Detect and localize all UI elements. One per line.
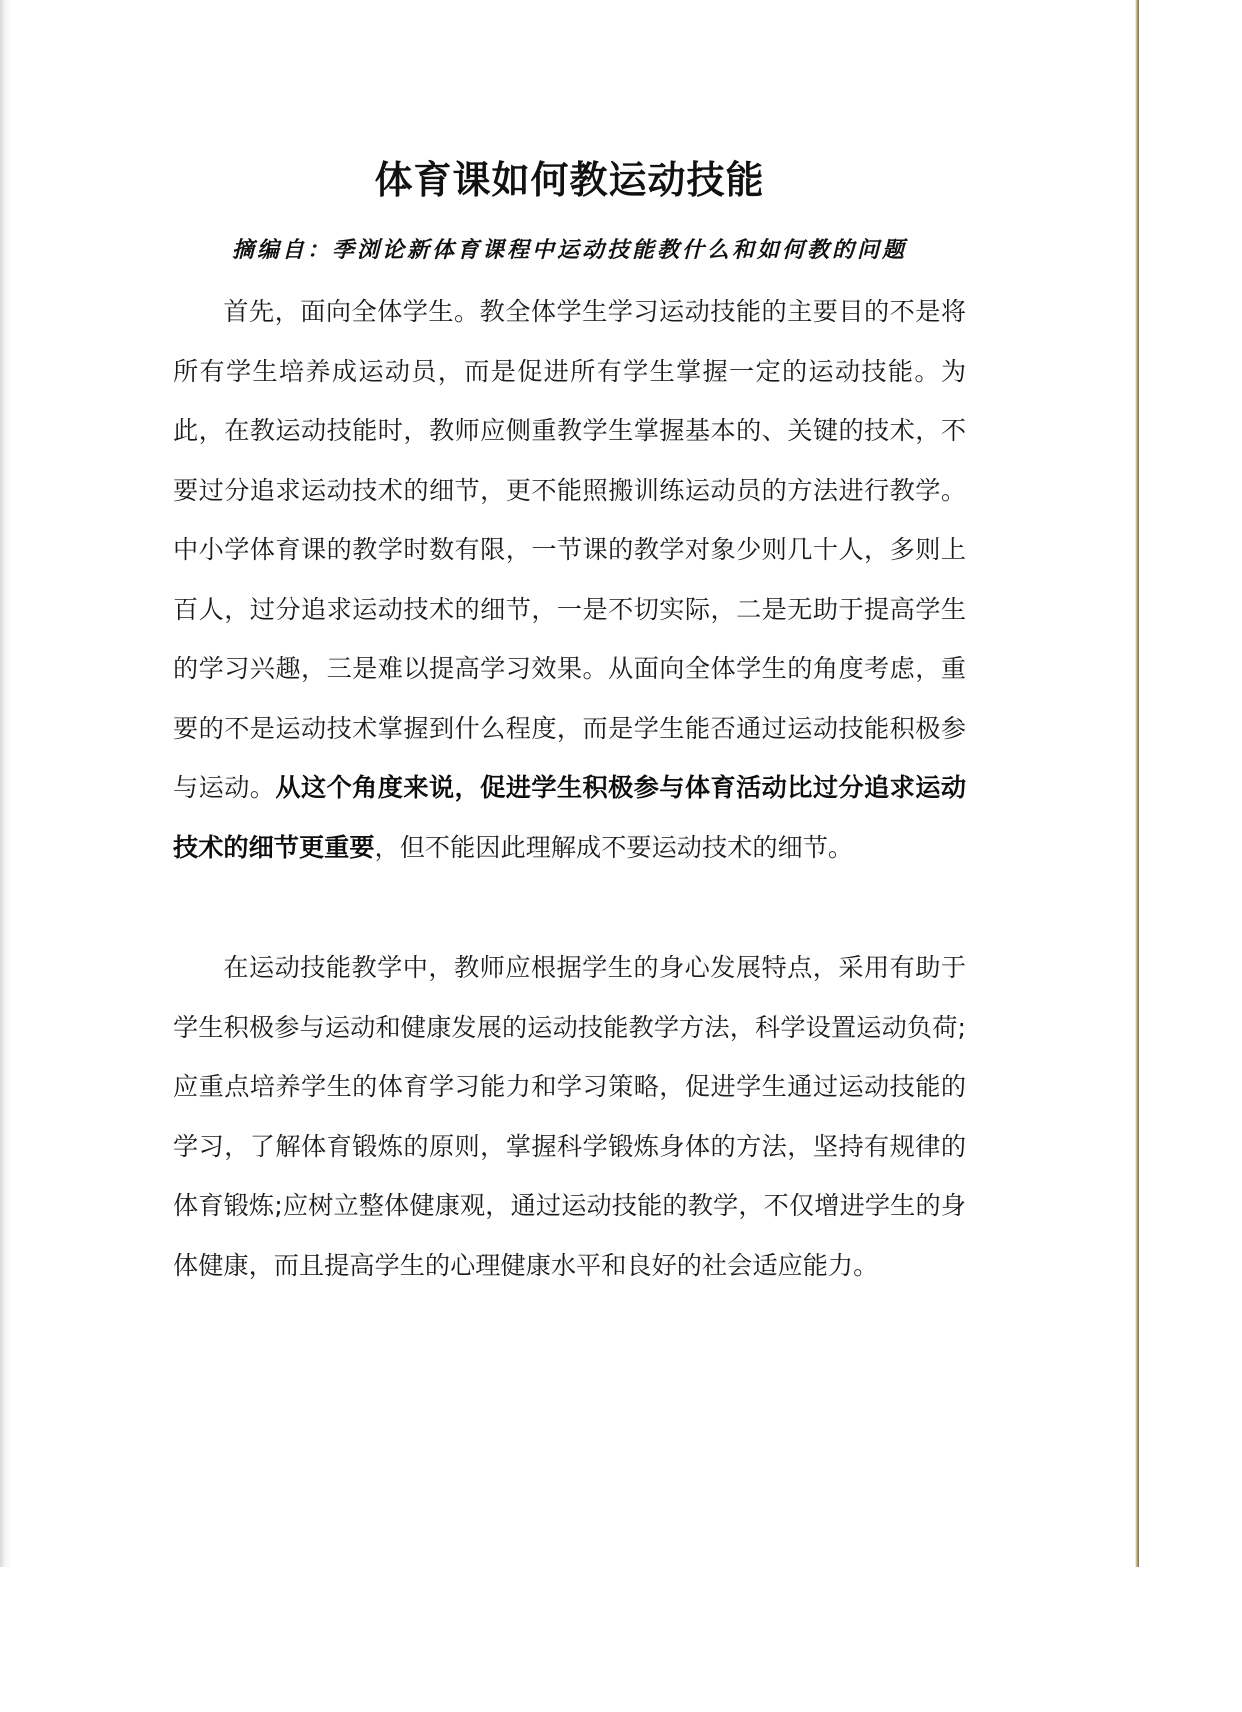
paragraph-1-text-end: ，但不能因此理解成不要运动技术的细节。	[374, 832, 854, 862]
paragraph-1	[173, 282, 966, 877]
paragraph-1-emphasis: 从这个角度来说，促进学生积极参与体育活动比过分追求运动技术的细节更重要	[173, 773, 966, 862]
document-title: 体育课如何教运动技能	[374, 158, 765, 202]
paragraph-1-text: 首先，面向全体学生。教全体学生学习运动技能的主要目的不是将所有学生培养成运动员，而是促进所有学生掌握一定的运动技能。为此，在教运动技能时，教师应侧重教学生掌握基本的、关键的技术，不要过分追求运动技术的细节，更不能照搬训练运动员的方法进行教学。中小学体育课的教学时数有限，一节课的教学对象少则几十人，多则上百人，过分追求运动技术的细节，一是不切实际，二是无助于提高学生的学习兴趣，三是难以提高学习效果。从面向全体学生的角度考虑，重要的不是运动技术掌握到什么程度，而是学生能否通过运动技能积极参与运动。	[173, 297, 966, 802]
paragraph-2: 在运动技能教学中，教师应根据学生的身心发展特点，采用有助于学生积极参与运动和健康发展的运动技能教学方法，科学设置运动负荷;应重点培养学生的体育学习能力和学习策略，促进学生通过运动技能的学习，了解体育锻炼的原则，掌握科学锻炼身体的方法，坚持有规律的体育锻炼;应树立整体健康观，通过运动技能的教学，不仅增进学生的身体健康，而且提高学生的心理健康水平和良好的社会适应能力。	[173, 953, 966, 1280]
source-citation: 摘编自：季浏论新体育课程中运动技能教什么和如何教的问题	[231, 237, 907, 263]
